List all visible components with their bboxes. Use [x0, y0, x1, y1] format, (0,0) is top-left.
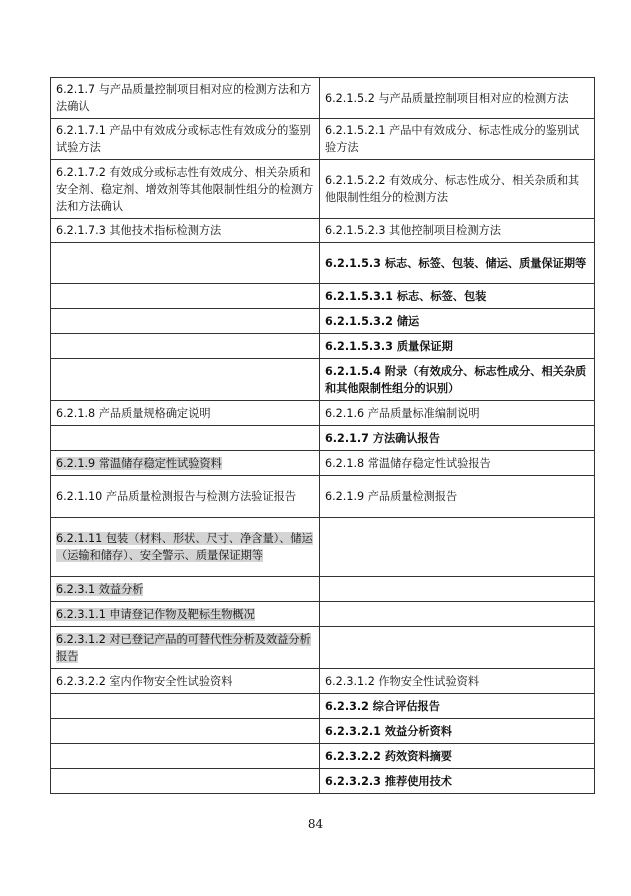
left-cell: 6.2.1.7.3 其他技术指标检测方法 — [51, 219, 320, 243]
table-row — [51, 284, 595, 309]
table-row — [51, 694, 595, 719]
table-row — [51, 451, 595, 476]
right-cell: 6.2.1.5.3.1 标志、标签、包装 — [320, 284, 595, 309]
left-cell: 6.2.1.7.2 有效成分或标志性有效成分、相关杂质和安全剂、稳定剂、增效剂等其他限制性组分的检测方法和方法确认 — [51, 160, 320, 219]
right-cell: 6.2.3.2.1 效益分析资料 — [320, 719, 595, 744]
left-cell — [51, 426, 320, 451]
left-cell — [51, 359, 320, 401]
left-cell: 6.2.1.7.1 产品中有效成分或标志性有效成分的鉴别试验方法 — [51, 119, 320, 160]
table-row — [51, 719, 595, 744]
right-cell: 6.2.1.5.4 附录（有效成分、标志性成分、相关杂质和其他限制性组分的识别） — [320, 359, 595, 401]
left-cell — [51, 284, 320, 309]
table-row — [51, 518, 595, 577]
right-cell: 6.2.3.2 综合评估报告 — [320, 694, 595, 719]
left-cell: 6.2.1.8 产品质量规格确定说明 — [51, 401, 320, 426]
right-cell — [320, 518, 595, 577]
left-cell — [51, 518, 320, 577]
right-cell: 6.2.1.5.2.3 其他控制项目检测方法 — [320, 219, 595, 243]
left-cell — [51, 627, 320, 669]
right-cell: 6.2.1.5.3.3 质量保证期 — [320, 334, 595, 359]
table-row — [51, 160, 595, 219]
left-cell — [51, 243, 320, 284]
highlighted-text: 6.2.1.11 包装（材料、形状、尺寸、净含量）、储运（运输和储存）、安全警示、质量保证期等 — [56, 532, 313, 562]
table-row — [51, 334, 595, 359]
right-cell: 6.2.1.5.2.1 产品中有效成分、标志性成分的鉴别试验方法 — [320, 119, 595, 160]
right-cell — [320, 627, 595, 669]
page-number: 84 — [307, 817, 324, 831]
table-row — [51, 577, 595, 602]
right-cell: 6.2.1.5.2 与产品质量控制项目相对应的检测方法 — [320, 78, 595, 119]
right-cell: 6.2.3.1.2 作物安全性试验资料 — [320, 669, 595, 694]
table-row — [51, 309, 595, 334]
left-cell — [51, 451, 320, 476]
table-row — [51, 627, 595, 669]
table-row — [51, 359, 595, 401]
right-cell: 6.2.3.2.3 推荐使用技术 — [320, 769, 595, 794]
right-cell — [320, 602, 595, 627]
table-row — [51, 119, 595, 160]
left-cell — [51, 744, 320, 769]
right-cell — [320, 577, 595, 602]
right-cell: 6.2.1.7 方法确认报告 — [320, 426, 595, 451]
highlighted-text: 6.2.3.1.1 申请登记作物及靶标生物概况 — [56, 607, 255, 621]
right-cell: 6.2.1.5.3.2 储运 — [320, 309, 595, 334]
right-cell: 6.2.3.2.2 药效资料摘要 — [320, 744, 595, 769]
highlighted-text: 6.2.3.1.2 对已登记产品的可替代性分析及效益分析报告 — [56, 632, 311, 663]
right-cell: 6.2.1.8 常温储存稳定性试验报告 — [320, 451, 595, 476]
table-row — [51, 476, 595, 518]
left-cell — [51, 719, 320, 744]
left-cell: 6.2.3.2.2 室内作物安全性试验资料 — [51, 669, 320, 694]
right-cell: 6.2.1.9 产品质量检测报告 — [320, 476, 595, 518]
table-row — [51, 669, 595, 694]
highlighted-text: 6.2.1.9 常温储存稳定性试验资料 — [56, 456, 222, 470]
table-row — [51, 769, 595, 794]
left-cell — [51, 334, 320, 359]
table-row — [51, 401, 595, 426]
left-cell: 6.2.1.7 与产品质量控制项目相对应的检测方法和方法确认 — [51, 78, 320, 119]
left-cell — [51, 769, 320, 794]
right-cell: 6.2.1.6 产品质量标准编制说明 — [320, 401, 595, 426]
right-cell: 6.2.1.5.2.2 有效成分、标志性成分、相关杂质和其他限制性组分的检测方法 — [320, 160, 595, 219]
table-row — [51, 78, 595, 119]
left-cell: 6.2.1.10 产品质量检测报告与检测方法验证报告 — [51, 476, 320, 518]
table-row — [51, 243, 595, 284]
left-cell — [51, 309, 320, 334]
right-cell: 6.2.1.5.3 标志、标签、包装、储运、质量保证期等 — [320, 243, 595, 284]
highlighted-text: 6.2.3.1 效益分析 — [56, 582, 144, 596]
left-cell — [51, 602, 320, 627]
table-row — [51, 602, 595, 627]
table-row — [51, 219, 595, 243]
table-row — [51, 744, 595, 769]
comparison-table — [50, 77, 595, 794]
left-cell — [51, 694, 320, 719]
left-cell — [51, 577, 320, 602]
table-row — [51, 426, 595, 451]
